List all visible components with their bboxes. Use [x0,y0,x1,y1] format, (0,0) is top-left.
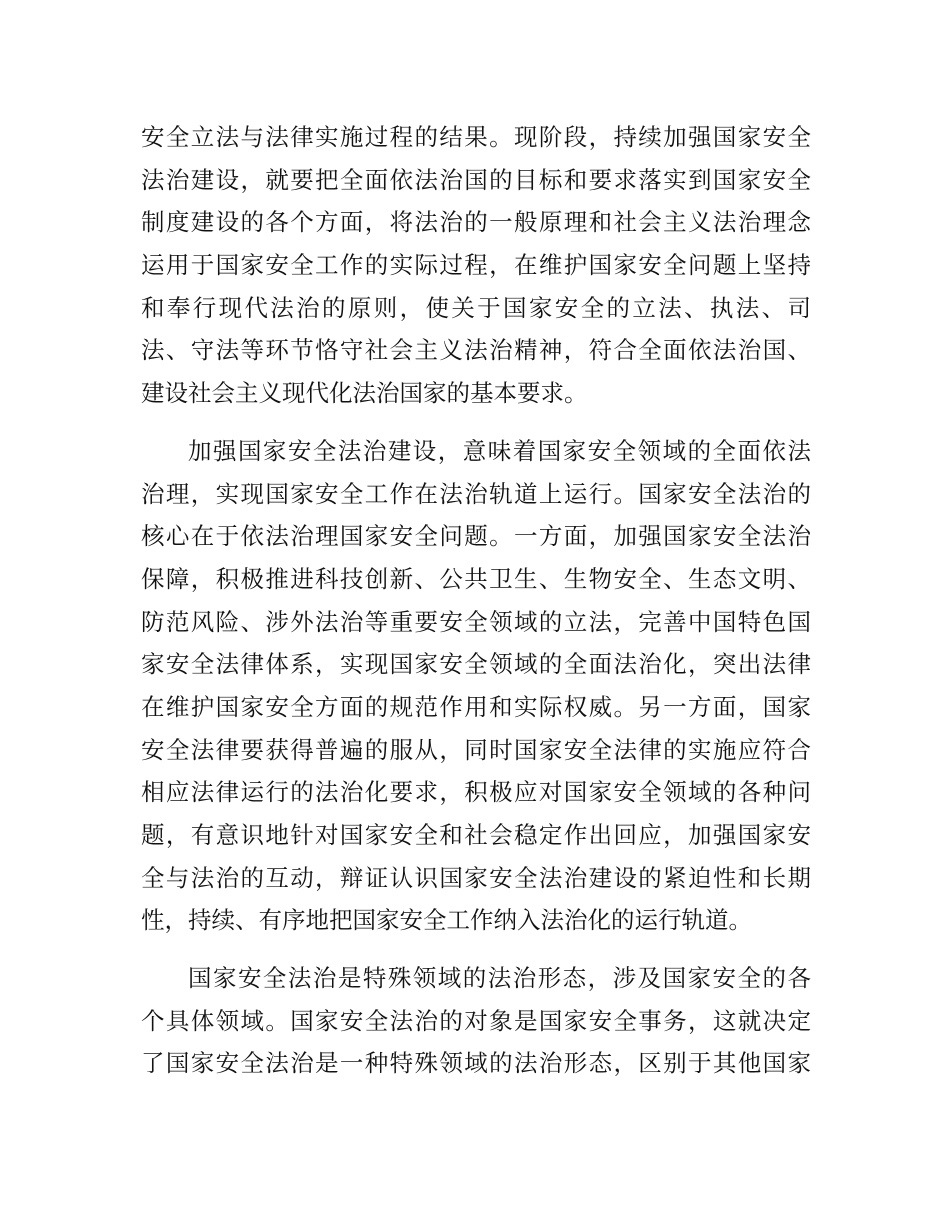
text-line: 题，有意识地针对国家安全和社会稳定作出回应，加强国家安 [141,821,811,849]
text-line: 个具体领域。国家安全法治的对象是国家安全事务，这就决定 [141,1006,811,1035]
text-line: 制度建设的各个方面，将法治的一般原理和社会主义法治理念 [141,208,811,237]
text-line: 运用于国家安全工作的实际过程，在维护国家安全问题上坚持 [141,251,811,280]
body-text [141,116,811,1085]
text-line: 安全立法与法律实施过程的结果。现阶段，持续加强国家安全 [141,123,811,151]
paragraph-2 [141,430,811,942]
paragraph-1 [141,116,811,415]
text-line: 治理，实现国家安全工作在法治轨道上运行。国家安全法治的 [141,479,811,508]
text-line: 国家安全法治是特殊领域的法治形态，涉及国家安全的各 [188,964,811,993]
text-line: 法、守法等环节恪守社会主义法治精神，符合全面依法治国、 [141,336,811,365]
text-line: 建设社会主义现代化法治国家的基本要求。 [141,379,588,408]
paragraph-gap [141,415,811,430]
text-line: 相应法律运行的法治化要求，积极应对国家安全领域的各种问 [141,778,811,807]
text-line: 了国家安全法治是一种特殊领域的法治形态，区别于其他国家 [141,1049,811,1078]
text-line: 在维护国家安全方面的规范作用和实际权威。另一方面，国家 [141,692,811,721]
text-line: 和奉行现代法治的原则，使关于国家安全的立法、执法、司 [141,293,811,322]
text-line: 加强国家安全法治建设，意味着国家安全领域的全面依法 [188,436,811,465]
text-line: 全与法治的互动，辩证认识国家安全法治建设的紧迫性和长期 [141,863,811,892]
text-line: 核心在于依法治理国家安全问题。一方面，加强国家安全法治 [141,522,811,551]
text-line: 安全法律要获得普遍的服从，同时国家安全法律的实施应符合 [141,735,811,764]
text-line: 性，持续、有序地把国家安全工作纳入法治化的运行轨道。 [141,906,752,935]
paragraph-3 [141,957,811,1085]
text-line: 防范风险、涉外法治等重要安全领域的立法，完善中国特色国 [141,607,811,636]
text-line: 家安全法律体系，实现国家安全领域的全面法治化，突出法律 [141,650,811,679]
text-line: 保障，积极推进科技创新、公共卫生、生物安全、生态文明、 [141,564,811,593]
paragraph-gap [141,942,811,957]
text-line: 法治建设，就要把全面依法治国的目标和要求落实到国家安全 [141,165,811,194]
